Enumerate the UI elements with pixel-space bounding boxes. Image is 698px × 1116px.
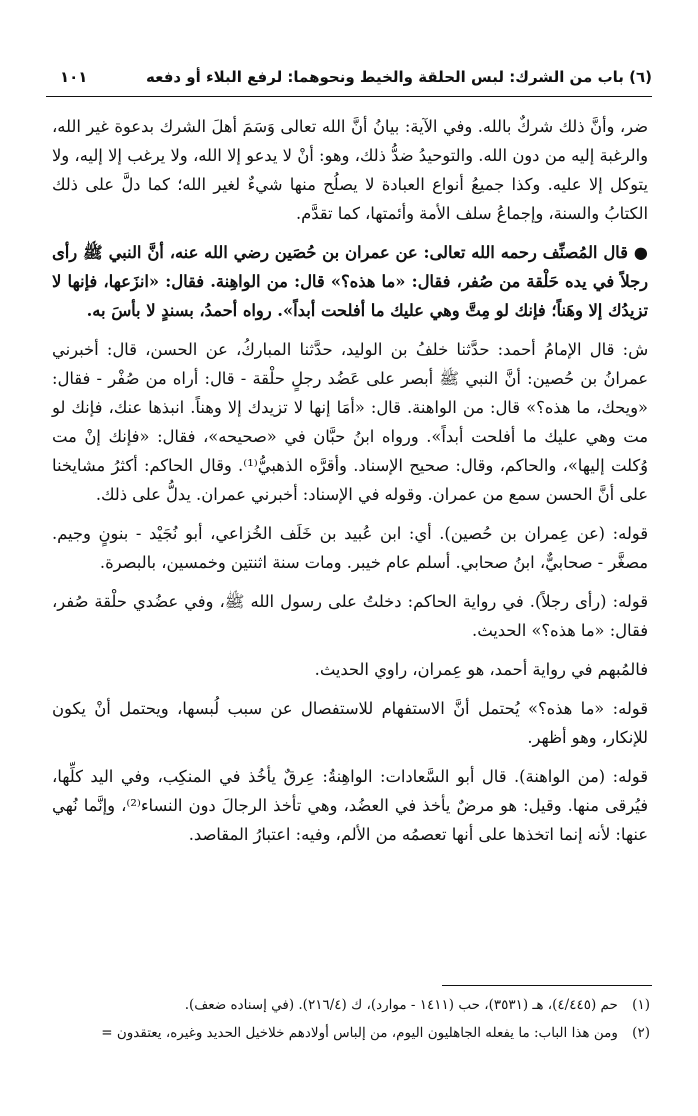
paragraph-question: قوله: «ما هذه؟» يُحتمل أنَّ الاستفهام للاستفصال عن سبب لُبسها، ويحتمل أنْ يكون للإنكار، وهو أظهر. (52, 699, 648, 747)
footnote-2 (52, 1021, 650, 1045)
paragraph-wahina: قوله: (من الواهنة). قال أبو السَّعادات: الواهِنةُ: عِرقٌ يأخُذ في المنكِب، وفي اليد كلِّها، فيُرقى منها. وقيل: هو مرضٌ يأخذ في العضُد، وهي تأخذ الرجالَ دون النساء⁽²⁾، وإنَّما نُهي عنها: لأنه إنما اتخذها على أنها تعصمُه من الألم، وفيه: اعتبارُ المقاصد. (52, 767, 648, 844)
paragraph-saw-man: قوله: (رأى رجلاً). في رواية الحاكم: دخلتُ على رسول الله ﷺ، وفي عضُدي حلْقة صُفر، فقال: «ما هذه؟» الحديث. (52, 592, 648, 640)
running-header (60, 64, 652, 90)
chapter-title: (٦) باب من الشرك: لبس الحلقة والخيط ونحوهما: لرفع البلاء أو دفعه (146, 68, 652, 86)
footnote-number: (١) (632, 997, 650, 1013)
paragraph-commentary: ش: قال الإمامُ أحمد: حدَّثنا خلفُ بن الوليد، حدَّثنا المباركُ، عن الحسن، قال: أخبرني عمرانُ بن حُصين: أنَّ النبي ﷺ أبصر على عَضُد رجلٍ حلْقة - قال: أراه من صُفْر - فقال: «ويحك، ما هذه؟» قال: من الواهنة. قال: «أمَا إنها لا تزيدك إلا وهناً. انبذها عنك، فإنك لو مت وهي عليك ما أفلحت أبداً». ورواه ابنُ حبَّان في «صحيحه»، فقال: «فإنك إنْ مت وُكلت إليها»، والحاكم، وقال: صحيح الإسناد. وأقرَّه الذهبيُّ⁽¹⁾. وقال الحاكم: أكثرُ مشايخنا على أنَّ الحسن سمع من عمران. وقوله في الإسناد: أخبرني عمران. يدلُّ على ذلك. (52, 340, 648, 504)
footnote-rule (442, 985, 652, 986)
footnote-text: ومن هذا الباب: ما يفعله الجاهليون اليوم، من إلباس أولادهم خلاخيل الحديد وغيره، يعتقدون = (101, 1025, 618, 1041)
paragraph-intro: ضر، وأنَّ ذلك شركٌ بالله. وفي الآية: بيانُ أنَّ الله تعالى وَسَمَ أهلَ الشرك بدعوة غير الله، والرغبة إليه من دون الله. والتوحيدُ ضدُّ ذلك، وهو: أنْ لا يدعو إلا الله، ولا يرغب إلا إليه، ولا يتوكل إلا عليه. وكذا جميعُ أنواع العبادة لا يصلُح منها شيءٌ لغير الله؛ كما دلَّ على ذلك الكتابُ والسنة، وإجماعُ سلف الأمة وأئمتها، كما تقدَّم. (52, 117, 648, 223)
main-text (52, 112, 648, 859)
footnote-text: حم (٤/٤٤٥)، هـ (٣٥٣١)، حب (١٤١١ - موارد)، ك (٢١٦/٤). (في إسناده ضعف). (184, 997, 618, 1013)
paragraph-author-quote: ● قال المُصنِّف رحمه الله تعالى: عن عمران بن حُصَين رضي الله عنه، أنَّ النبي ﷺ رأى رجلاً في يده حَلْقة من صُفر، فقال: «ما هذه؟» قال: من الواهِنة. فقال: «انزَعها، فإنها لا تزيدُك إلا وهَناً؛ فإنك لو مِتَّ وهي عليك ما أفلحت أبداً». رواه أحمدُ، بسندٍ لا بأسَ به. (52, 243, 648, 320)
footnotes (52, 993, 650, 1049)
paragraph-mubham: فالمُبهم في رواية أحمد، هو عِمران، راوي الحديث. (314, 660, 648, 679)
footnote-number: (٢) (632, 1025, 650, 1041)
footnote-1 (52, 993, 650, 1017)
header-rule (46, 96, 652, 97)
page-number: ١٠١ (60, 68, 88, 86)
paragraph-narrator: قوله: (عن عِمران بن حُصين). أي: ابن عُبيد بن خَلَف الخُزاعي، أبو نُجَيْد - بنونٍ وجيم. مصغَّر - صحابيٌّ، ابنُ صحابي. أسلم عام خيبر. ومات سنة اثنتين وخمسين، بالبصرة. (52, 524, 648, 572)
